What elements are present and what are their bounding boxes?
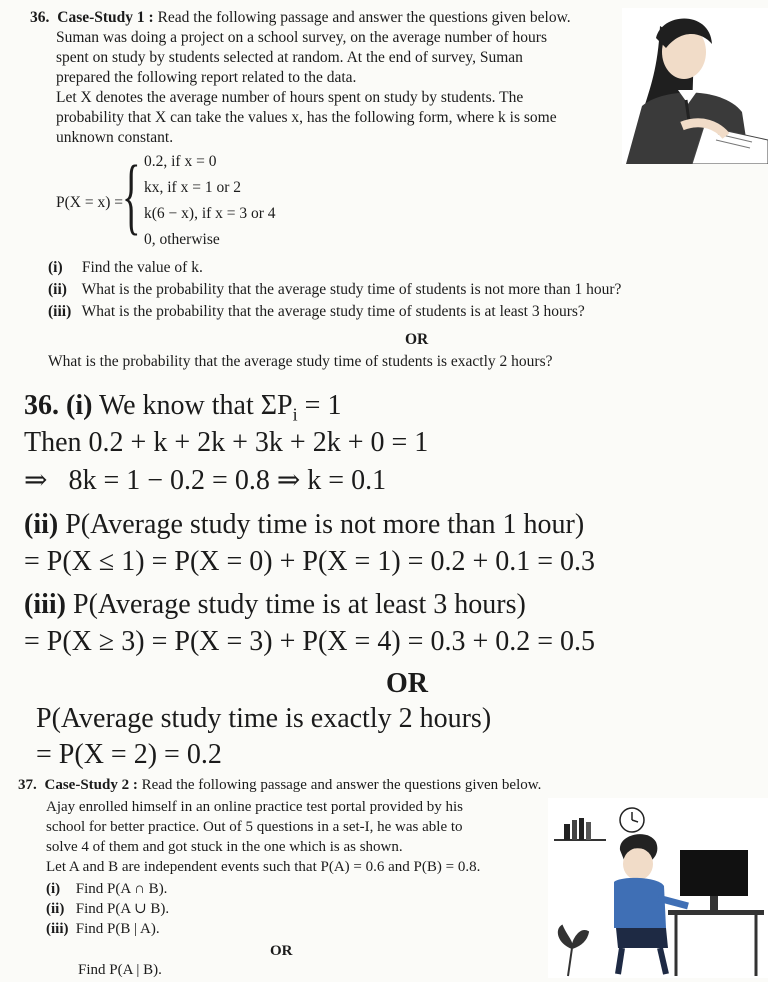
- q37-intro: Read the following passage and answer the questions given below.: [141, 777, 542, 793]
- answer-line: = P(X ≥ 3) = P(X = 3) + P(X = 4) = 0.3 + 0.2 = 0.5: [24, 626, 596, 657]
- q37-question-text: Find P(A ∪ B).: [75, 901, 170, 917]
- q37-question-label: (ii): [46, 901, 65, 917]
- q37-para-line: solve 4 of them and got stuck in the one which is as shown.: [46, 839, 403, 855]
- pmf-case: kx, if x = 1 or 2: [144, 179, 241, 196]
- q36-para2-line: probability that X can take the values x, has the following form, where k is some: [56, 109, 557, 126]
- q37-question-label: (i): [46, 881, 61, 897]
- q36-or-question: What is the probability that the average study time of students is exactly 2 hours?: [48, 353, 553, 370]
- q37-question: [46, 879, 346, 899]
- answer-line: = P(X = 2) = 0.2: [36, 739, 222, 770]
- pmf-case: k(6 − x), if x = 3 or 4: [144, 205, 276, 222]
- q36-para1-line: Suman was doing a project on a school survey, on the average number of hours: [56, 29, 547, 46]
- pmf-lhs: P(X = x) =: [56, 194, 123, 211]
- q36-heading: Case-Study 1 :: [57, 9, 154, 26]
- boy-at-computer-illustration: [548, 798, 768, 978]
- q36-para1-line: spent on study by students selected at random. At the end of survey, Suman: [56, 49, 523, 66]
- q36-para1: [56, 28, 626, 88]
- q37-questions: [46, 879, 346, 939]
- answer-line: (iii) P(Average study time is at least 3 hours): [24, 589, 526, 620]
- q37-question: [46, 919, 346, 939]
- q37-heading: Case-Study 2 :: [44, 777, 138, 793]
- q37-question-label: (iii): [46, 921, 69, 937]
- q37-heading-line: [18, 775, 618, 795]
- q37-or-question: Find P(A | B).: [78, 962, 162, 978]
- q36-question: [48, 258, 748, 280]
- q36-question-text: Find the value of k.: [81, 259, 203, 276]
- answer-line: ⇒ 8k = 1 − 0.2 = 0.8 ⇒ k = 0.1: [24, 465, 387, 496]
- q36-number: 36.: [30, 9, 50, 26]
- q36-para2-line: Let X denotes the average number of hours spent on study by students. The: [56, 89, 524, 106]
- q36-question-text: What is the probability that the average study time of students is at least 3 hours?: [81, 303, 585, 320]
- answer-line: (ii) P(Average study time is not more than 1 hour): [24, 509, 585, 540]
- pmf-brace: {: [122, 147, 141, 243]
- q37-number: 37.: [18, 777, 37, 793]
- answer-or: OR: [386, 668, 428, 699]
- student-studying-illustration: [622, 8, 768, 164]
- answer-line: Then 0.2 + k + 2k + 3k + 2k + 0 = 1: [24, 427, 429, 458]
- answer-line: P(Average study time is exactly 2 hours): [36, 703, 492, 734]
- answer-line: = P(X ≤ 1) = P(X = 0) + P(X = 1) = 0.2 + 0.1 = 0.3: [24, 546, 596, 577]
- q36-or: OR: [405, 331, 429, 348]
- pmf-case: 0.2, if x = 0: [144, 153, 217, 170]
- q36-question-label: (ii): [48, 281, 67, 298]
- q37-question-text: Find P(A ∩ B).: [75, 881, 168, 897]
- q36-para2-line: unknown constant.: [56, 129, 174, 146]
- q36-question: [48, 280, 748, 302]
- q37-question: [46, 899, 346, 919]
- q37-para-line: Let A and B are independent events such that P(A) = 0.6 and P(B) = 0.8.: [46, 859, 481, 875]
- q37-para-line: Ajay enrolled himself in an online practice test portal provided by his: [46, 799, 463, 815]
- q36-para2: [56, 88, 626, 148]
- pmf-cases: [144, 152, 276, 256]
- q37-para-line: school for better practice. Out of 5 questions in a set-I, he was able to: [46, 819, 463, 835]
- q37-question-text: Find P(B | A).: [75, 921, 160, 937]
- q36-question: [48, 302, 748, 324]
- pmf-case: 0, otherwise: [144, 231, 220, 248]
- q36-questions: [48, 258, 748, 324]
- q36-heading-line: [30, 8, 620, 28]
- q36-para1-line: prepared the following report related to the data.: [56, 69, 357, 86]
- q36-question-label: (i): [48, 259, 63, 276]
- q36-intro: Read the following passage and answer the questions given below.: [157, 9, 571, 26]
- q37-or: OR: [270, 943, 293, 959]
- q37-para: [46, 797, 566, 877]
- answer-line: 36. (i) We know that $\Sigma P_i = 1$: [24, 390, 342, 425]
- q36-question-label: (iii): [48, 303, 72, 320]
- q36-question-text: What is the probability that the average study time of students is not more than 1 hour?: [81, 281, 622, 298]
